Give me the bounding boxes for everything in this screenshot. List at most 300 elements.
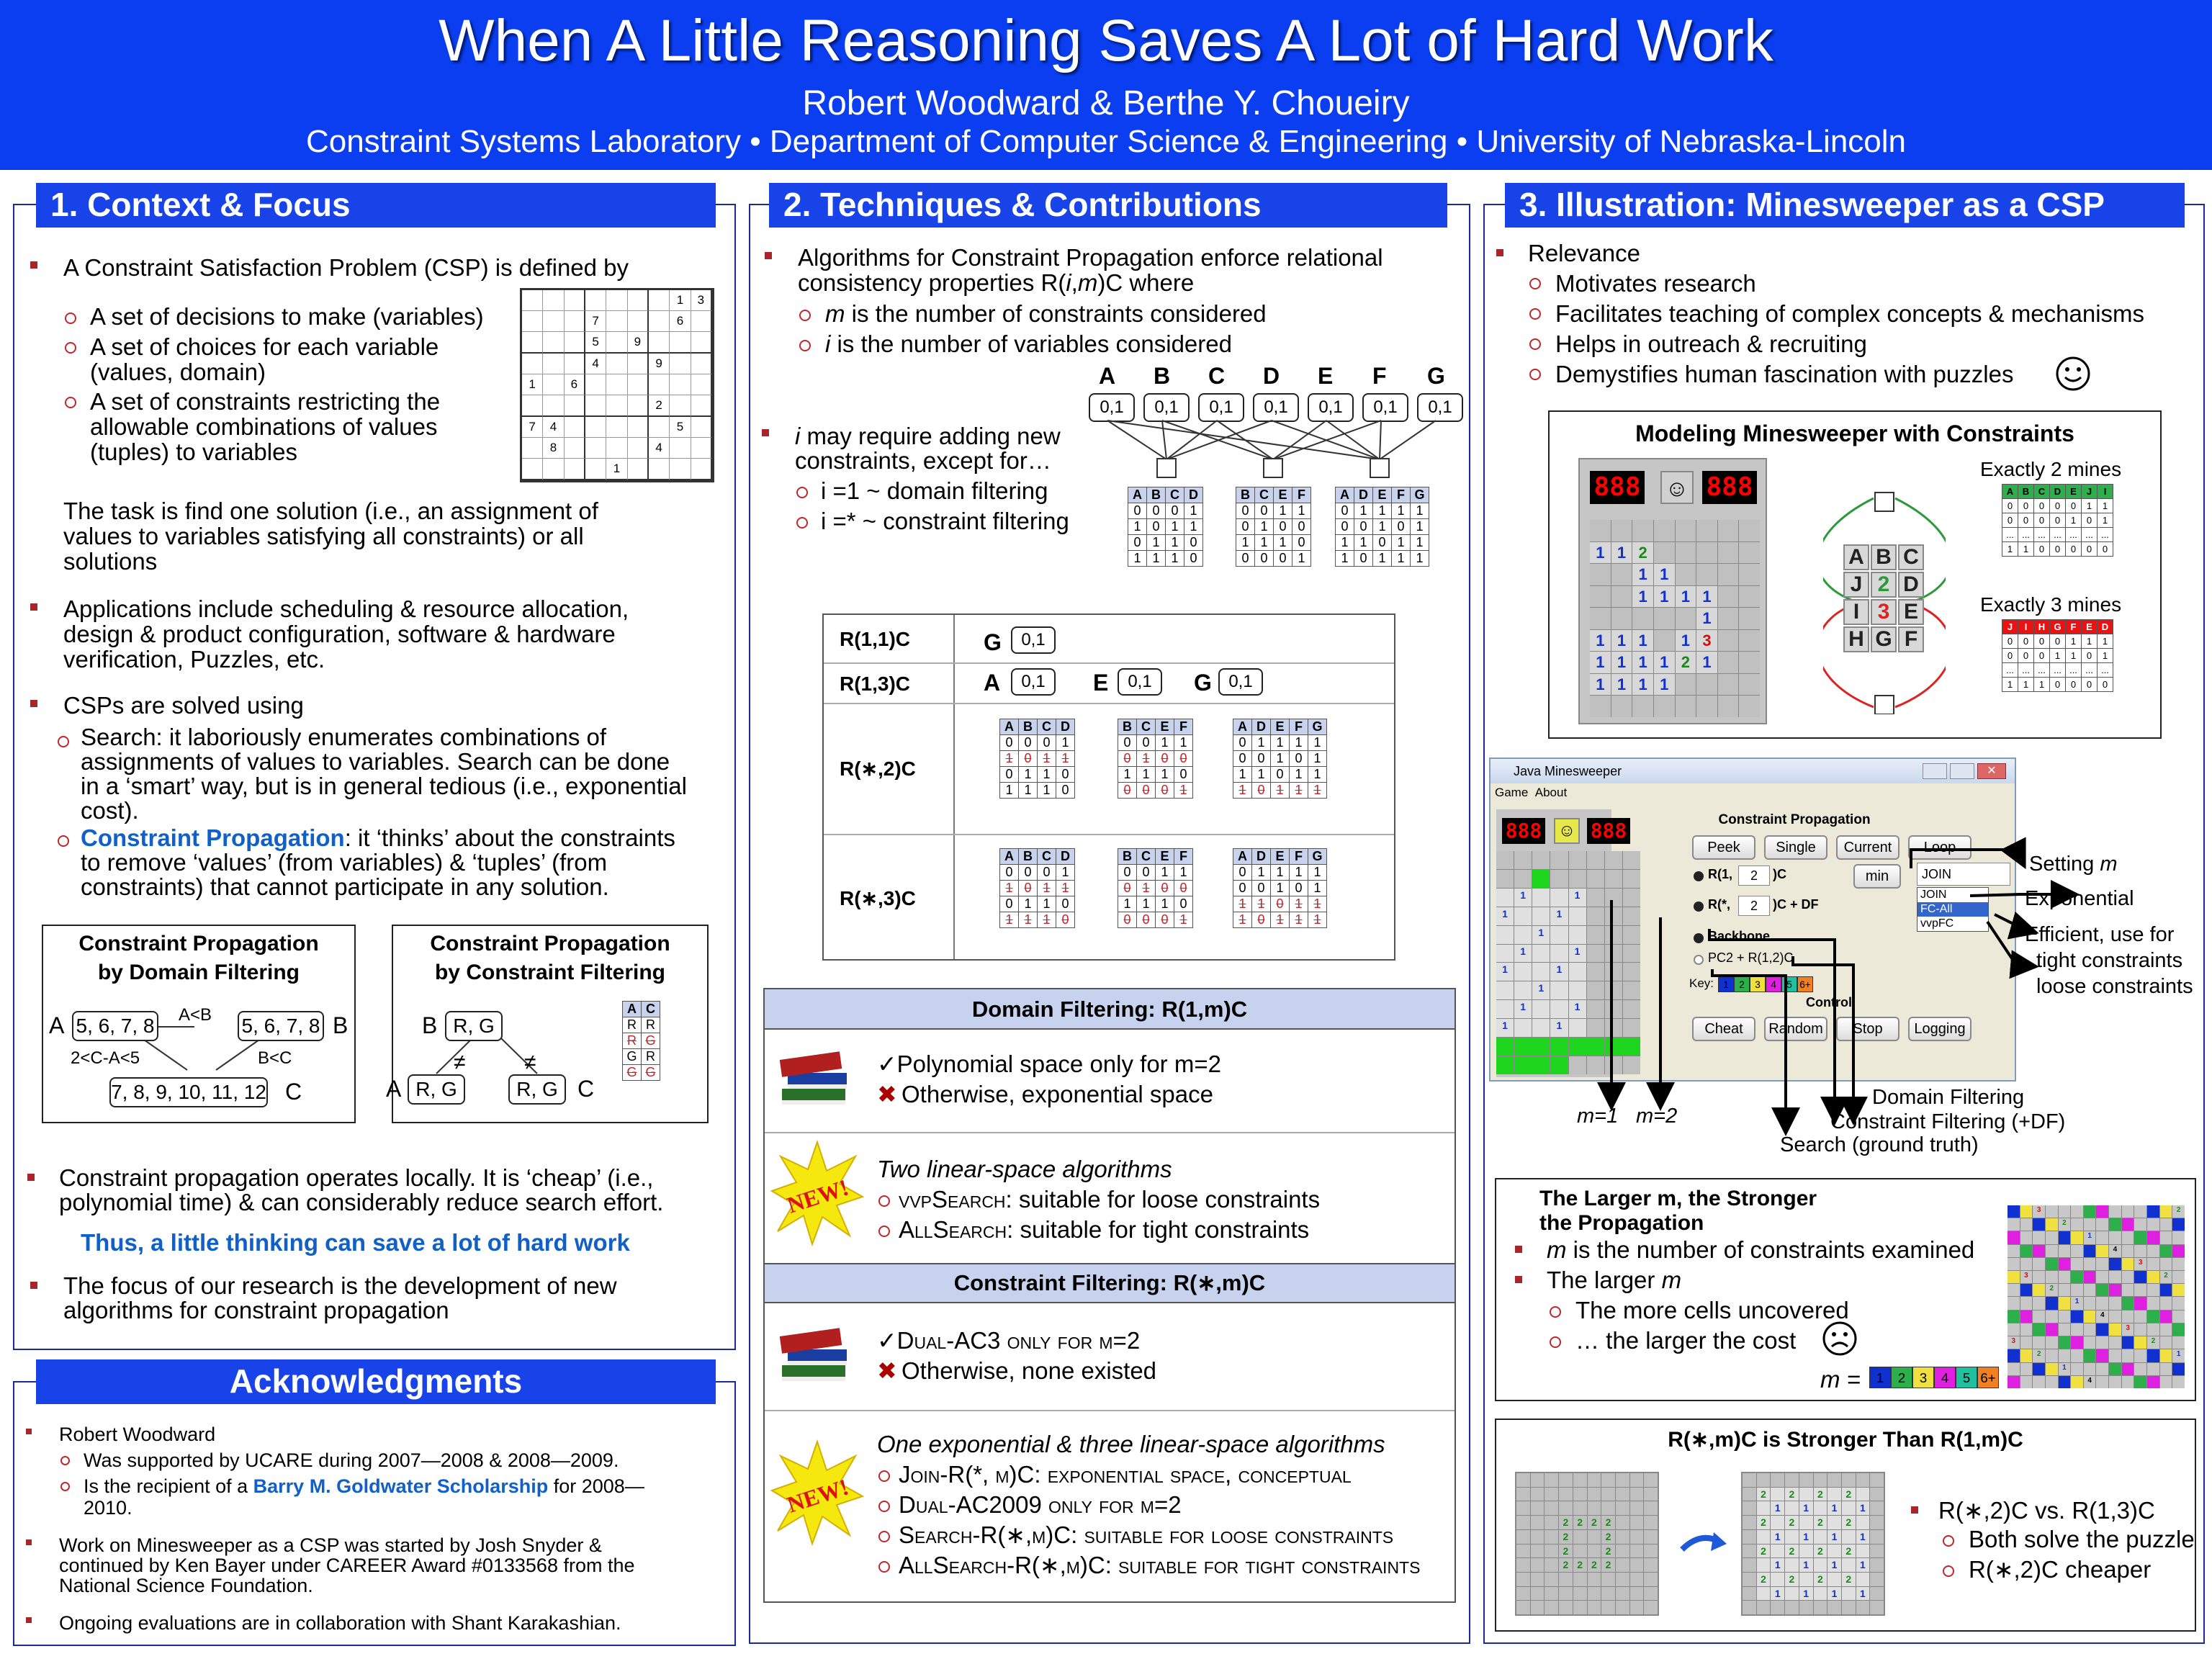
cell: 2 [1785, 1516, 1799, 1529]
cell [1573, 1473, 1587, 1487]
timer: 888 [1702, 471, 1757, 504]
edge-bc: B<C [258, 1048, 292, 1068]
cell [2147, 1205, 2159, 1218]
cf-none: Otherwise, none existed [902, 1357, 1157, 1384]
table-row: 0 1 0 0 [1236, 519, 1311, 535]
focus-line-1: The focus of our research is the development of new [63, 1272, 617, 1299]
cell [1743, 1501, 1756, 1515]
domain-a: R, G [408, 1074, 465, 1105]
sudoku-cell [628, 395, 649, 417]
table-row: 0 0 0 0 0 1 1 [2002, 499, 2113, 513]
cell: 1 [1611, 674, 1632, 696]
cell [1799, 1488, 1813, 1501]
sudoku-cell [585, 395, 606, 417]
cell [2122, 1271, 2134, 1283]
sudoku-cell [606, 395, 627, 417]
var-label: G [1427, 363, 1445, 389]
cell [1632, 696, 1653, 717]
sudoku-cell [606, 290, 627, 311]
cell [2109, 1363, 2121, 1375]
search-line: Search-R(∗,m)C: suitable for loose constraints [899, 1521, 1394, 1548]
smiley-button[interactable]: ☺ [1660, 471, 1694, 504]
sudoku-cell [649, 332, 670, 354]
cell [2172, 1310, 2185, 1323]
m-spinner-2[interactable]: 2 [1738, 896, 1770, 916]
cell [2033, 1336, 2045, 1349]
lm-4: … the larger the cost [1575, 1327, 1797, 1354]
bullet-circle [65, 313, 76, 324]
cell [2033, 1376, 2045, 1388]
mine-counter: 888 [1590, 471, 1645, 504]
cell [1531, 1488, 1545, 1501]
cell [2084, 1205, 2096, 1218]
bullet-circle [60, 1456, 70, 1465]
single-button[interactable]: Single [1764, 835, 1827, 860]
cell [1743, 1545, 1756, 1558]
cell: 2 [1842, 1573, 1856, 1586]
m-def: m is the number of constraints considered [825, 300, 1267, 327]
cell [1785, 1501, 1799, 1515]
cell: 1 [1632, 674, 1653, 696]
cell [1590, 520, 1611, 541]
sudoku-cell [670, 374, 691, 395]
df-label: Domain Filtering [1872, 1086, 2025, 1109]
cell [1718, 586, 1739, 608]
table-row: 1 0 1 1 [1128, 519, 1203, 535]
sudoku-cell [565, 395, 585, 417]
cell: 1 [1827, 1558, 1841, 1572]
cell: 4 [2109, 1245, 2121, 1257]
domain-b: R, G [445, 1011, 503, 1041]
cell: 2 [2160, 1271, 2172, 1283]
cell [1814, 1558, 1827, 1572]
df-header: Domain Filtering: R(1,m)C [765, 989, 1455, 1030]
sudoku-cell [585, 374, 606, 395]
cell [1588, 1587, 1601, 1601]
menu-about[interactable]: About [1534, 786, 1568, 799]
cell [1814, 1473, 1827, 1487]
cell: 1 [1590, 542, 1611, 564]
exception-2: i =* ~ constraint filtering [821, 508, 1069, 534]
cell [1644, 1573, 1658, 1586]
stop-button[interactable]: Stop [1836, 1017, 1899, 1041]
cell [2109, 1231, 2121, 1244]
relation-bcef [1118, 848, 1193, 928]
cell [2160, 1258, 2172, 1270]
cell: 1 [1654, 564, 1675, 585]
algorithm-select[interactable]: JOIN [1917, 863, 2010, 886]
cell: 1 [1827, 1587, 1841, 1601]
minesweeper-board [1578, 458, 1767, 724]
authors: Robert Woodward & Berthe Y. Choueiry [802, 84, 1410, 122]
cell: 2 [1559, 1516, 1573, 1529]
cell [1799, 1601, 1813, 1614]
board-after [1741, 1472, 1885, 1616]
item-constraints-2: allowable combinations of values [90, 413, 438, 440]
sudoku-cell: 2 [649, 395, 670, 417]
cell [1870, 1488, 1884, 1501]
table-header: B C E F [1118, 719, 1193, 735]
apps-line-3: verification, Puzzles, etc. [63, 646, 325, 673]
variable-cell: E [1898, 599, 1924, 625]
minimize-button[interactable] [1923, 763, 1947, 779]
sudoku-cell [649, 290, 670, 311]
cell [2071, 1284, 2083, 1296]
exception-1: i =1 ~ domain filtering [821, 477, 1048, 504]
cell [1531, 1587, 1545, 1601]
table-header: A C [623, 1002, 660, 1017]
cell [2096, 1323, 2108, 1336]
rsm-label: R(*, [1708, 897, 1730, 912]
cell [2046, 1271, 2058, 1283]
pc2-label: PC2 + R(1,2)C [1708, 950, 1794, 965]
rsm-close: )C + DF [1773, 897, 1819, 912]
table-row: 1 0 1 1 [1000, 881, 1075, 896]
cell [1573, 1501, 1587, 1515]
cell: 1 [1771, 1530, 1784, 1544]
cell [1785, 1558, 1799, 1572]
cell [1654, 520, 1675, 541]
cell [1785, 1601, 1799, 1614]
cp-line-1 [81, 825, 675, 851]
cell: 1 [1771, 1501, 1784, 1515]
cell [2059, 1310, 2071, 1323]
cell [2134, 1323, 2146, 1336]
cell [1588, 1573, 1601, 1586]
local-line-2: polynomial time) & can considerably reduce search effort. [59, 1189, 664, 1215]
cell [1785, 1587, 1799, 1601]
var-b: B [422, 1012, 438, 1038]
cell [1856, 1601, 1870, 1614]
cell [2134, 1336, 2146, 1349]
dropdown-option[interactable]: JOIN [1920, 889, 1947, 901]
cell [2046, 1218, 2058, 1231]
m-spinner-1[interactable]: 2 [1738, 866, 1770, 886]
r1m-close: )C [1773, 867, 1786, 881]
cell [1516, 1516, 1530, 1529]
cell: 1 [1569, 1000, 1586, 1018]
ack-title: Acknowledgments [36, 1359, 716, 1404]
cell [1616, 1587, 1629, 1601]
cell [2096, 1258, 2108, 1270]
cell [1718, 696, 1739, 717]
cell [1799, 1473, 1813, 1487]
cell [2160, 1245, 2172, 1257]
consistency-table [822, 613, 1395, 961]
cell [1739, 520, 1760, 541]
cell [1590, 608, 1611, 629]
table-row: 0 0 0 1 [1000, 735, 1075, 751]
current-button[interactable]: Current [1836, 835, 1899, 860]
frowny-icon [1822, 1321, 1858, 1357]
cell [1870, 1601, 1884, 1614]
table-row: 1 0 1 1 1 [1233, 783, 1327, 799]
relation-bcef [1118, 719, 1193, 799]
peek-button[interactable]: Peek [1692, 835, 1755, 860]
cell [2172, 1258, 2185, 1270]
sudoku-cell [691, 374, 712, 395]
neq-right: ≠ [524, 1051, 536, 1074]
bullet-circle [796, 487, 808, 498]
bullet-circle [1529, 308, 1541, 320]
var-label: D [1263, 363, 1280, 389]
cell: 3 [2008, 1336, 2020, 1349]
sudoku-cell: 5 [670, 417, 691, 438]
cell [1771, 1488, 1784, 1501]
cell [2071, 1376, 2083, 1388]
cell [1545, 1473, 1558, 1487]
cf-header: Constraint Filtering: R(∗,m)C [765, 1263, 1455, 1303]
cell [2096, 1205, 2108, 1218]
item-variables: A set of decisions to make (variables) [90, 303, 484, 330]
cell: 2 [1814, 1516, 1827, 1529]
cell [1559, 1501, 1573, 1515]
relation-adefg [1233, 719, 1327, 799]
cell [1644, 1488, 1658, 1501]
cell: 2 [1842, 1545, 1856, 1558]
apps-line-1: Applications include scheduling & resource allocation, [63, 595, 629, 622]
cell [1827, 1601, 1841, 1614]
cell [1644, 1558, 1658, 1572]
cell: 1 [1654, 674, 1675, 696]
r1m-label: R(1, [1708, 867, 1733, 881]
cell [2160, 1297, 2172, 1309]
cell: 2 [1588, 1516, 1601, 1529]
cell [2096, 1218, 2108, 1231]
alg-line-1: Algorithms for Constraint Propagation enforce relational [798, 244, 1383, 271]
cell: 1 [1532, 981, 1550, 999]
cell [2033, 1363, 2045, 1375]
table-row: 0 1 1 1 1 [1233, 735, 1327, 751]
cell [1573, 1530, 1587, 1544]
both-line: Both solve the puzzle [1969, 1526, 2195, 1552]
variable-cell: A [1843, 544, 1869, 570]
cell [1516, 1530, 1530, 1544]
cell [1718, 630, 1739, 652]
var-domain: 0,1 [1089, 393, 1135, 422]
cp-line-3: constraints) that cannot participate in any solution. [81, 873, 609, 900]
cell [2059, 1258, 2071, 1270]
table-row: 1 1 0 1 1 [1336, 535, 1429, 551]
menu-game[interactable]: Game [1495, 786, 1529, 799]
cell [2147, 1323, 2159, 1336]
cell [2020, 1258, 2033, 1270]
cell [1545, 1501, 1558, 1515]
cell [2046, 1349, 2058, 1362]
random-button[interactable]: Random [1764, 1017, 1827, 1041]
cell [2059, 1231, 2071, 1244]
bullet-circle [1529, 278, 1541, 289]
sudoku-cell [522, 459, 543, 480]
table-row: 1 1 1 0 [1118, 896, 1193, 912]
cell [1588, 1488, 1601, 1501]
cell [1588, 1530, 1601, 1544]
cell: 1 [1827, 1501, 1841, 1515]
cell [1676, 542, 1696, 564]
table-row: 1 0 1 1 1 [1336, 551, 1429, 567]
sudoku-cell: 9 [628, 332, 649, 354]
cell: 2 [1588, 1558, 1601, 1572]
cell [1644, 1501, 1658, 1515]
apps-line-2: design & product configuration, software & hardware [63, 621, 616, 647]
cell [1856, 1488, 1870, 1501]
cell [2033, 1323, 2045, 1336]
cell [2046, 1336, 2058, 1349]
m-legend [1869, 1367, 1999, 1388]
cell [2071, 1363, 2083, 1375]
cell: 1 [1771, 1558, 1784, 1572]
table-row: 1 1 1 0 [1000, 912, 1075, 928]
alg-line-2: consistency properties R(i,m)C where [798, 269, 1195, 296]
cell [1630, 1573, 1644, 1586]
board-before [1515, 1472, 1659, 1616]
table-row: 0 1 1 0 [1000, 896, 1075, 912]
cell [1531, 1545, 1545, 1558]
cell [1842, 1473, 1856, 1487]
cell [1771, 1516, 1784, 1529]
cell [1696, 564, 1717, 585]
variable-grid [1843, 544, 1924, 652]
exponential-label: Exponential [2025, 887, 2134, 910]
m2-label: m=2 [1636, 1105, 1678, 1128]
m-equals: m = [1820, 1366, 1861, 1393]
two-linear: Two linear-space algorithms [877, 1156, 1172, 1182]
cell [2160, 1336, 2172, 1349]
cell [1630, 1558, 1644, 1572]
cell [1559, 1488, 1573, 1501]
cell [1743, 1473, 1756, 1487]
sudoku-cell [585, 438, 606, 459]
constraint-node [1263, 458, 1283, 478]
dropdown-option[interactable]: vvpFC [1920, 917, 1954, 930]
table-row: 0 0 0 1 [1118, 912, 1193, 928]
sudoku-cell [691, 438, 712, 459]
logging-button[interactable]: Logging [1908, 1017, 1972, 1041]
key-swatch: 5 [1956, 1367, 1977, 1388]
mine-counter: 888 [1502, 818, 1545, 844]
table-row: 0 0 0 1 [1118, 783, 1193, 799]
table-header: J I H G F E D [2002, 620, 2113, 634]
cell [2033, 1310, 2045, 1323]
bullet-circle [878, 1195, 890, 1207]
cell [1516, 1473, 1530, 1487]
cell [2071, 1323, 2083, 1336]
cell: 1 [1856, 1558, 1870, 1572]
cell [1676, 696, 1696, 717]
ac-table [622, 1001, 660, 1081]
cheat-button[interactable]: Cheat [1692, 1017, 1755, 1041]
bullet-circle [1529, 338, 1541, 350]
cell [2046, 1323, 2058, 1336]
arrow-right-icon [1679, 1528, 1730, 1557]
cell [1630, 1488, 1644, 1501]
cell [1616, 1516, 1629, 1529]
cell [2122, 1284, 2134, 1296]
board-cells[interactable] [1590, 520, 1760, 717]
cheaper-line: R(∗,2)C cheaper [1969, 1556, 2152, 1583]
sudoku-cell: 4 [649, 438, 670, 459]
cell [2122, 1297, 2134, 1309]
sudoku-cell [628, 438, 649, 459]
control-label: Control [1806, 995, 1852, 1010]
cell: 2 [1573, 1558, 1587, 1572]
smiley-button[interactable]: ☺ [1554, 818, 1580, 844]
cell [2109, 1258, 2121, 1270]
variable-cell: J [1843, 572, 1869, 598]
relation-bcef [1236, 487, 1311, 567]
cell [1856, 1573, 1870, 1586]
cell: 1 [1532, 926, 1550, 944]
sudoku-cell [543, 395, 564, 417]
edge-ab: A<B [179, 1005, 212, 1025]
cell [1870, 1501, 1884, 1515]
table-row: 0 0 0 1 1 0 1 [2002, 649, 2113, 663]
sudoku-cell [628, 311, 649, 332]
item-constraints-3: (tuples) to variables [90, 439, 297, 465]
cell [2008, 1231, 2020, 1244]
dropdown-option[interactable]: FC-All [1917, 902, 1988, 917]
bullet-circle [1550, 1336, 1561, 1348]
cell: 1 [1496, 963, 1514, 981]
new-label: NEW! [783, 1174, 852, 1218]
min-button[interactable]: min [1853, 864, 1901, 889]
table-row: 1 1 1 0 [1000, 783, 1075, 799]
df-poly: ✓Polynomial space only for m=2 [877, 1051, 1221, 1077]
item-values: A set of choices for each variable [90, 333, 439, 360]
cell [2096, 1349, 2108, 1362]
table-header: A B C D [1128, 487, 1203, 503]
ack-work-3: National Science Foundation. [59, 1575, 313, 1596]
sudoku-cell [670, 438, 691, 459]
cell [2071, 1218, 2083, 1231]
cell [1588, 1501, 1601, 1515]
cell [1616, 1601, 1629, 1614]
sudoku-cell [585, 290, 606, 311]
cell [2172, 1231, 2185, 1244]
cell [2147, 1376, 2159, 1388]
close-icon[interactable]: ✕ [1977, 763, 2006, 779]
sudoku-cell: 4 [585, 354, 606, 374]
cell [2109, 1297, 2121, 1309]
relation-adefg [1233, 848, 1327, 928]
sudoku-cell [565, 290, 585, 311]
sudoku-cell [691, 354, 712, 374]
row-r13: R(1,3)C [840, 673, 911, 695]
sudoku-cell [543, 374, 564, 395]
cell [2134, 1218, 2146, 1231]
cell: 1 [1654, 586, 1675, 608]
maximize-button[interactable] [1950, 763, 1974, 779]
sudoku-cell [585, 459, 606, 480]
cell [1516, 1587, 1530, 1601]
cell [1842, 1530, 1856, 1544]
cell [1743, 1573, 1756, 1586]
m1-label: m=1 [1577, 1105, 1619, 1128]
sudoku-cell [543, 354, 564, 374]
loop-button[interactable]: Loop [1908, 835, 1972, 860]
cell [2172, 1218, 2185, 1231]
cell [2059, 1349, 2071, 1362]
key-swatch: 4 [1934, 1367, 1956, 1388]
cell [2122, 1205, 2134, 1218]
cell [2109, 1349, 2121, 1362]
cell [1616, 1573, 1629, 1586]
cell [1757, 1473, 1771, 1487]
ack-goldwater: Is the recipient of a Barry M. Goldwater Scholarship for 2008— [84, 1475, 644, 1497]
table-header: A D E F G [1233, 719, 1327, 735]
box-title: Constraint Propagation [430, 932, 670, 956]
cell: 3 [2134, 1258, 2146, 1270]
